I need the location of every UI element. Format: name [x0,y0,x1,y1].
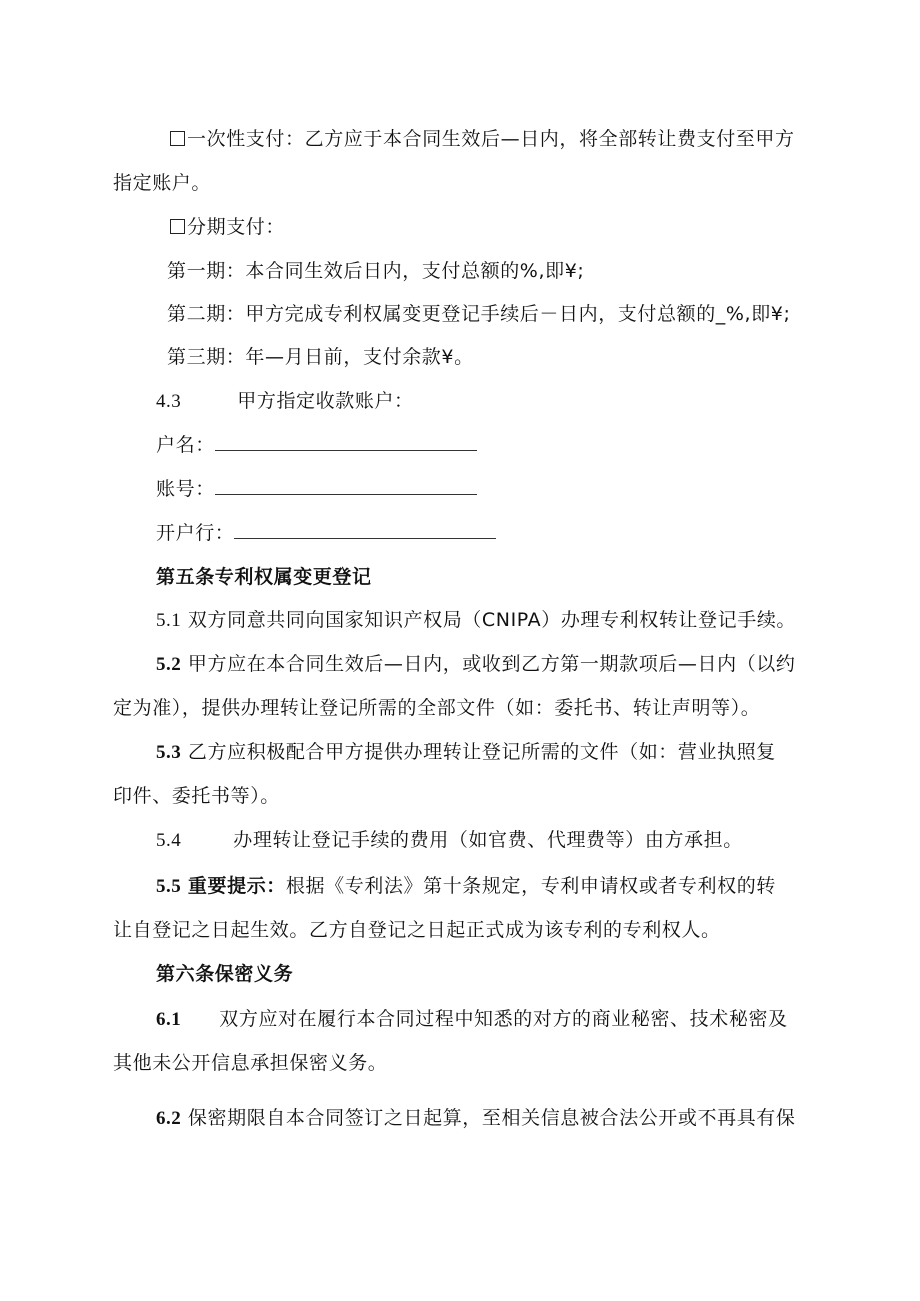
account-number-label: 账号： [156,478,215,500]
clause-number: 5.2 [156,654,182,675]
account-name-label: 户名： [156,434,215,456]
clause-5-3-line1 [156,740,776,765]
installment-payment-option [170,215,285,239]
bank-label: 开户行： [156,522,235,544]
installment-checkbox[interactable] [170,219,185,234]
clause-5-5-line1 [156,874,776,899]
clause-5-2-text-line2: 定为准），提供办理转让登记所需的全部文件（如：委托书、转让声明等）。 [113,697,761,719]
clause-5-5-text-line1: 根据《专利法》第十条规定，专利申请权或者专利权的转 [285,875,776,897]
bank-row [156,520,496,545]
bank-field[interactable] [234,520,496,539]
installment-label: 分期支付： [187,216,286,238]
article-6-title: 第六条保密义务 [156,963,294,985]
clause-6-2-line1 [156,1106,796,1131]
account-number-row [156,476,477,501]
clause-number: 4.3 [156,391,182,412]
clause-5-5-text-line2: 让自登记之日起生效。乙方自登记之日起正式成为该专利的专利权人。 [113,919,721,941]
article-5-title: 第五条专利权属变更登记 [156,566,372,588]
installment-phase-2: 第二期：甲方完成专利权属变更登记手续后－日内，支付总额的_%,即¥; [167,303,791,325]
account-name-row [156,432,477,457]
clause-6-1-line1 [156,1007,788,1032]
clause-6-2-text-line1: 保密期限自本合同签订之日起算，至相关信息被合法公开或不再具有保 [187,1107,796,1129]
clause-5-3-text-line2: 印件、委托书等）。 [113,785,280,807]
clause-number: 5.4 [156,830,182,851]
clause-5-4 [156,828,743,853]
clause-6-1-text-line2: 其他未公开信息承担保密义务。 [113,1052,388,1074]
clause-number: 6.1 [156,1009,182,1030]
clause-5-1 [156,608,796,633]
account-name-field[interactable] [215,432,477,451]
clause-6-1-text-line1: 双方应对在履行本合同过程中知悉的对方的商业秘密、技术秘密及 [219,1008,788,1030]
account-number-field[interactable] [215,476,477,495]
lump-sum-text-line2: 指定账户。 [113,172,212,194]
important-notice-label: 重要提示： [187,875,286,897]
lump-sum-payment-option [170,127,795,151]
clause-5-3-text-line1: 乙方应积极配合甲方提供办理转让登记所需的文件（如：营业执照复 [187,741,776,763]
clause-4-3 [156,389,414,414]
clause-5-2-line1 [156,652,796,677]
clause-5-4-text: 办理转让登记手续的费用（如官费、代理费等）由方承担。 [233,829,743,851]
installment-phase-3: 第三期：年—月日前，支付余款¥。 [167,346,474,368]
installment-phase-1: 第一期：本合同生效后日内，支付总额的%,即¥; [167,260,585,282]
lump-sum-text-line1: 一次性支付：乙方应于本合同生效后—日内，将全部转让费支付至甲方 [187,128,795,150]
clause-number: 5.1 [156,610,182,631]
lump-sum-checkbox[interactable] [170,131,185,146]
clause-number: 6.2 [156,1108,182,1129]
account-heading: 甲方指定收款账户： [237,390,414,412]
clause-5-2-text-line1: 甲方应在本合同生效后—日内，或收到乙方第一期款项后—日内（以约 [187,653,796,675]
clause-5-1-text: 双方同意共同向国家知识产权局（CNIPA）办理专利权转让登记手续。 [187,609,797,631]
clause-number: 5.3 [156,742,182,763]
clause-number: 5.5 [156,876,182,897]
